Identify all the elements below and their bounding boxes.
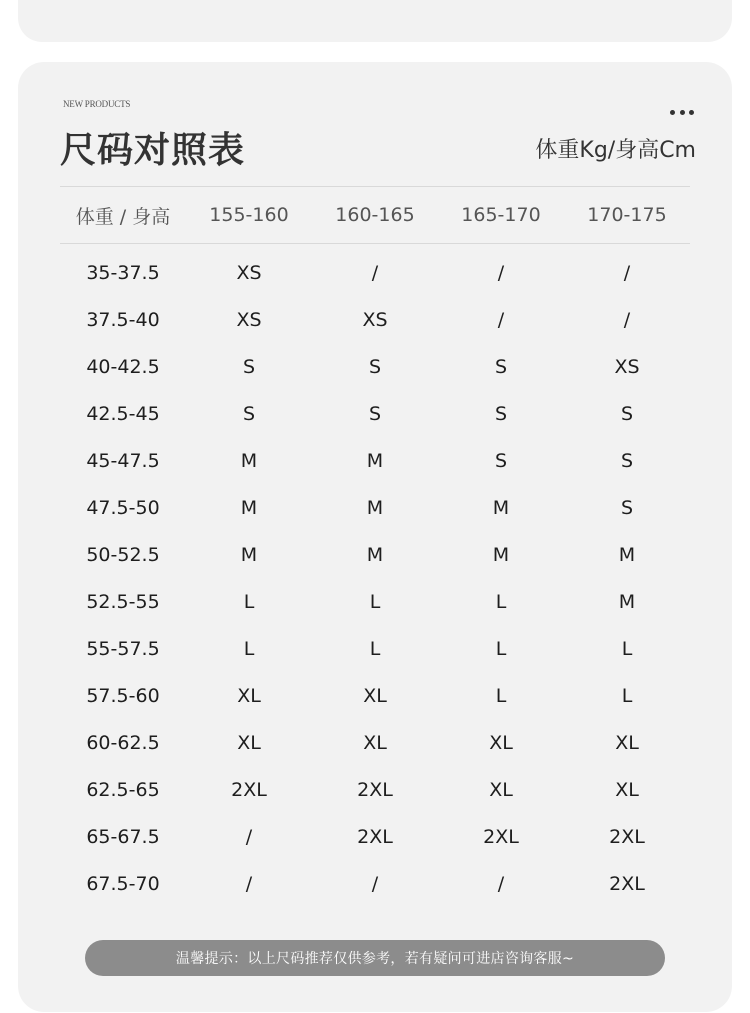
size-cell: M <box>618 590 636 613</box>
table-row <box>60 813 690 860</box>
size-cell: XL <box>237 731 261 754</box>
size-cell: S <box>620 496 634 519</box>
weight-range-cell: 42.5-45 <box>86 402 160 425</box>
size-cell: L <box>369 637 381 660</box>
size-cell: L <box>495 590 507 613</box>
size-cell: / <box>245 872 253 895</box>
header-cell: 体重 / 身高 <box>75 205 171 228</box>
previous-card <box>18 0 732 42</box>
size-cell: 2XL <box>609 872 645 895</box>
weight-range-cell: 62.5-65 <box>86 778 160 801</box>
tip-text: 温馨提示：以上尺码推荐仅供参考，若有疑问可进店咨询客服~ <box>175 951 575 967</box>
size-cell: S <box>368 355 382 378</box>
size-cell: L <box>621 684 633 707</box>
eyebrow-label: NEW PRODUCTS <box>63 99 131 109</box>
table-row <box>60 343 690 390</box>
size-cell: S <box>368 402 382 425</box>
size-cell: XS <box>362 308 388 331</box>
size-cell: S <box>494 355 508 378</box>
table-header <box>60 186 690 244</box>
weight-range-cell: 35-37.5 <box>86 261 160 284</box>
table-row <box>60 390 690 437</box>
size-cell: M <box>366 449 384 472</box>
weight-range-cell: 45-47.5 <box>86 449 160 472</box>
weight-range-cell: 67.5-70 <box>86 872 160 895</box>
size-cell: L <box>369 590 381 613</box>
size-cell: / <box>497 872 505 895</box>
size-cell: L <box>495 637 507 660</box>
size-cell: L <box>495 684 507 707</box>
size-cell: XL <box>615 778 639 801</box>
weight-range-cell: 65-67.5 <box>86 825 160 848</box>
header-cell: 160-165 <box>335 204 415 226</box>
size-cell: 2XL <box>357 825 393 848</box>
size-cell: S <box>494 402 508 425</box>
tip-banner <box>85 940 665 976</box>
size-cell: M <box>240 496 258 519</box>
table-row <box>60 719 690 766</box>
size-cell: M <box>240 449 258 472</box>
table-row <box>60 484 690 531</box>
table-row <box>60 672 690 719</box>
weight-range-cell: 37.5-40 <box>86 308 160 331</box>
size-cell: M <box>366 543 384 566</box>
size-cell: M <box>492 496 510 519</box>
size-cell: / <box>497 261 505 284</box>
size-table <box>60 186 690 907</box>
size-cell: XS <box>236 261 262 284</box>
weight-range-cell: 47.5-50 <box>86 496 160 519</box>
size-cell: / <box>245 825 253 848</box>
size-cell: XS <box>236 308 262 331</box>
table-row <box>60 578 690 625</box>
size-cell: / <box>623 261 631 284</box>
size-cell: S <box>620 449 634 472</box>
table-body <box>60 244 690 907</box>
table-row <box>60 766 690 813</box>
size-cell: 2XL <box>609 825 645 848</box>
table-row <box>60 531 690 578</box>
size-cell: XL <box>363 731 387 754</box>
size-cell: M <box>618 543 636 566</box>
weight-range-cell: 55-57.5 <box>86 637 160 660</box>
header-cell: 170-175 <box>587 204 667 226</box>
weight-range-cell: 60-62.5 <box>86 731 160 754</box>
unit-label: 体重Kg/身高Cm <box>535 138 696 163</box>
size-cell: / <box>623 308 631 331</box>
size-cell: / <box>371 261 379 284</box>
size-cell: S <box>494 449 508 472</box>
table-row <box>60 296 690 343</box>
size-cell: M <box>240 543 258 566</box>
size-cell: L <box>243 637 255 660</box>
more-horizontal-icon[interactable] <box>670 108 694 116</box>
size-cell: XL <box>489 731 513 754</box>
weight-range-cell: 40-42.5 <box>86 355 160 378</box>
page-title: 尺码对照表 <box>60 130 246 171</box>
size-cell: M <box>366 496 384 519</box>
size-cell: XL <box>363 684 387 707</box>
table-row <box>60 625 690 672</box>
table-row <box>60 437 690 484</box>
size-cell: L <box>621 637 633 660</box>
size-cell: S <box>620 402 634 425</box>
size-cell: 2XL <box>231 778 267 801</box>
size-cell: / <box>371 872 379 895</box>
size-cell: 2XL <box>357 778 393 801</box>
size-chart-card <box>18 62 732 1012</box>
weight-range-cell: 57.5-60 <box>86 684 160 707</box>
table-row <box>60 860 690 907</box>
header-cell: 155-160 <box>209 204 289 226</box>
size-cell: XL <box>615 731 639 754</box>
size-cell: S <box>242 355 256 378</box>
size-cell: / <box>497 308 505 331</box>
size-cell: S <box>242 402 256 425</box>
size-cell: XL <box>489 778 513 801</box>
size-cell: 2XL <box>483 825 519 848</box>
size-cell: L <box>243 590 255 613</box>
size-cell: XL <box>237 684 261 707</box>
header-cell: 165-170 <box>461 204 541 226</box>
weight-range-cell: 50-52.5 <box>86 543 160 566</box>
weight-range-cell: 52.5-55 <box>86 590 160 613</box>
table-row <box>60 249 690 296</box>
size-cell: XS <box>614 355 640 378</box>
size-cell: M <box>492 543 510 566</box>
